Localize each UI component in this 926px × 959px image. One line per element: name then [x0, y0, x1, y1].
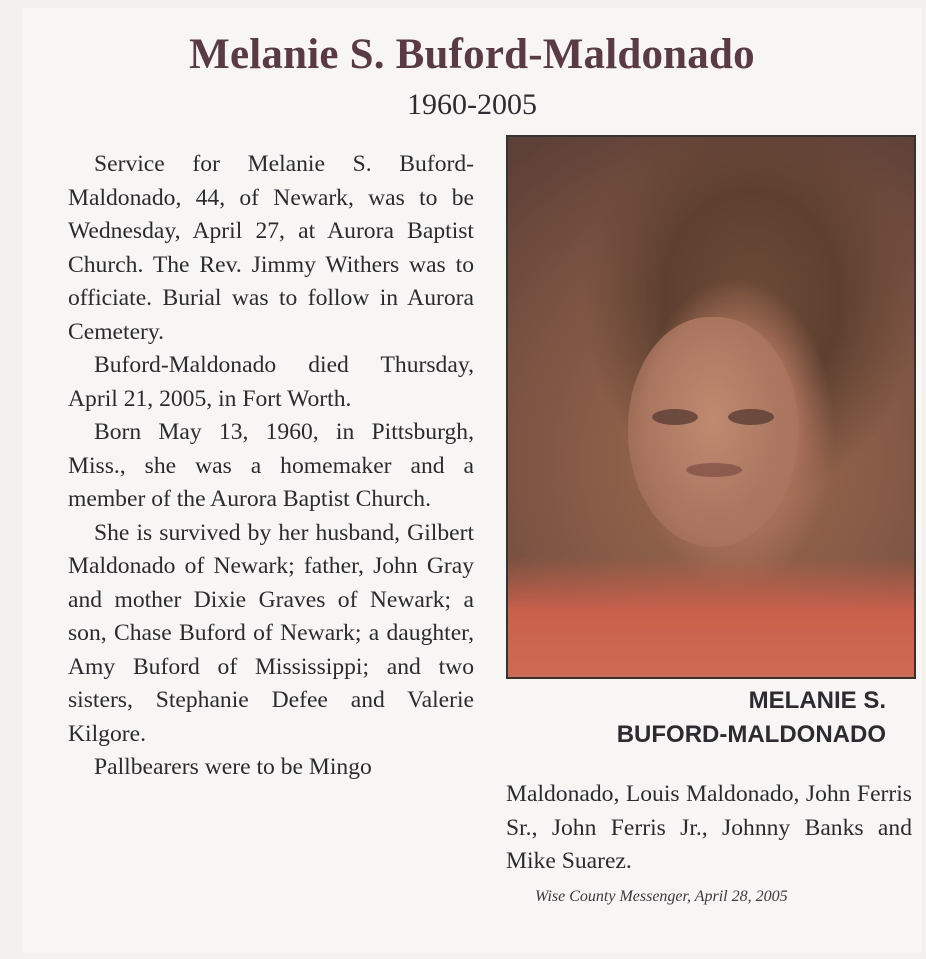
paragraph-death: Buford-Maldonado died Thursday, April 21, 2005, in Fort Worth. [68, 352, 474, 412]
life-years: 1960-2005 [407, 88, 537, 121]
paragraph-pallbearers: Pallbearers were to be Mingo [94, 754, 372, 780]
headline: Melanie S. Buford-Maldonado [189, 31, 755, 78]
obituary-clipping [22, 8, 922, 953]
left-eye-shape [652, 409, 698, 425]
paragraph-pallbearers-cont: Maldonado, Louis Maldonado, John Ferris Sr., John Ferris Jr., Johnny Banks and Mike Suarez. [506, 781, 912, 874]
paragraph-survivors: She is survived by her husband, Gilbert Maldonado of Newark; father, John Gray and mother Dixie Graves of Newark; a son, Chase Buford of Newark; a daughter, Amy Buford of Mississippi; and two sisters, Stephanie Defee and Valerie Kilgore. [68, 519, 474, 747]
caption-line-1: MELANIE S. [748, 687, 886, 714]
left-column [68, 148, 474, 785]
face-shape [628, 317, 798, 547]
paragraph-service: Service for Melanie S. Buford-Maldonado, 44, of Newark, was to be Wednesday, April 27, at Aurora Baptist Church. The Rev. Jimmy Withers was to officiate. Burial was to follow in Aurora Cemetery. [68, 151, 474, 345]
mouth-shape [686, 463, 742, 477]
caption-line-2: BUFORD-MALDONADO [616, 721, 886, 748]
paragraph-birth: Born May 13, 1960, in Pittsburgh, Miss., she was a homemaker and a member of the Aurora Baptist Church. [68, 419, 474, 512]
source-credit: Wise County Messenger, April 28, 2005 [535, 888, 788, 905]
right-column [506, 778, 912, 879]
portrait-photo [506, 135, 916, 679]
shirt-shape [508, 557, 914, 677]
photo-caption [617, 684, 886, 752]
right-eye-shape [728, 409, 774, 425]
